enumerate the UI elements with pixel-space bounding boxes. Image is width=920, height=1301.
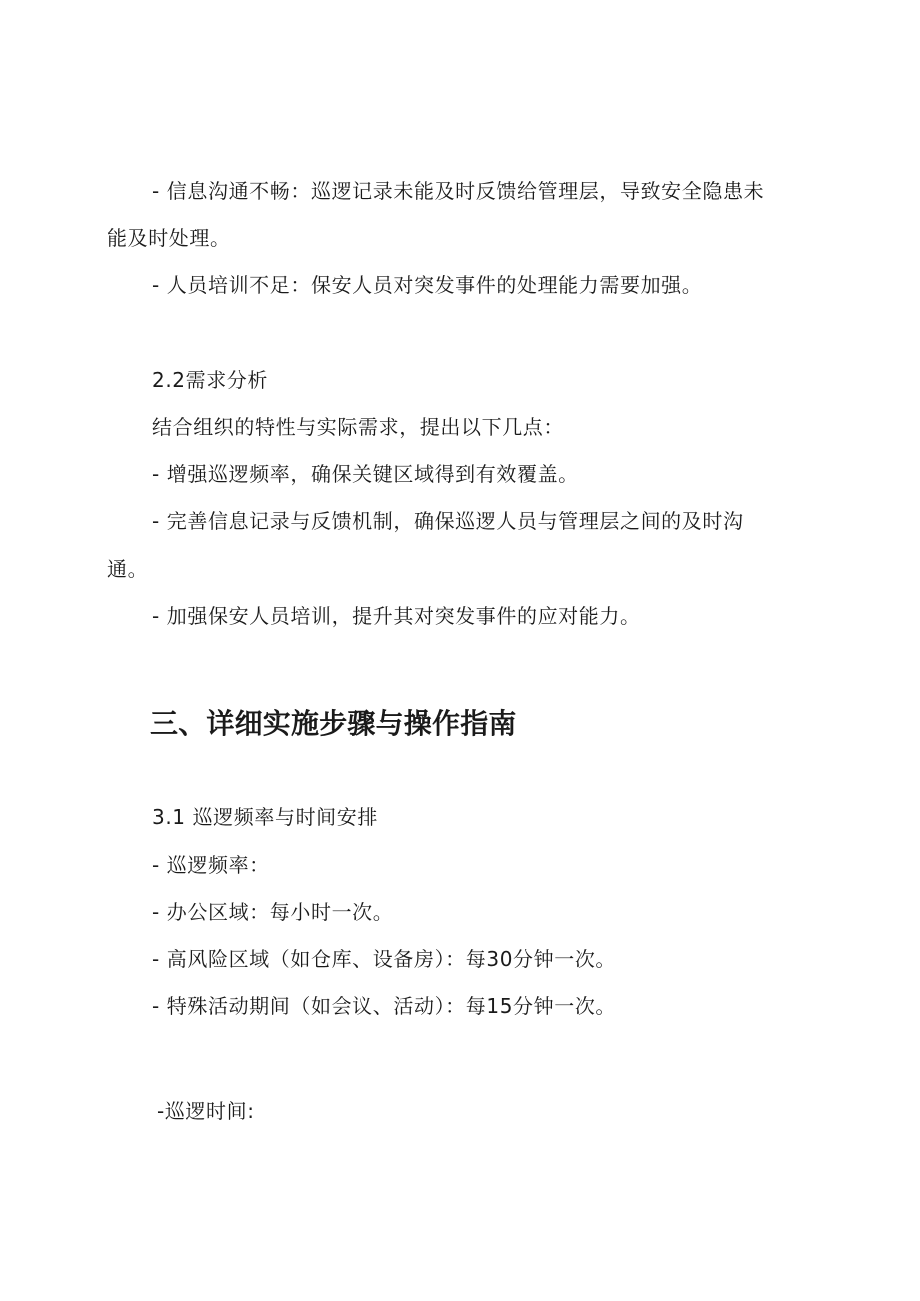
patrol-time-label: -巡逻时间:: [157, 1099, 255, 1123]
bullet-feedback-mechanism-line2: 通。: [107, 557, 149, 581]
paragraph-intro: 结合组织的特性与实际需求，提出以下几点：: [152, 415, 564, 439]
bullet-frequency-increase: - 增强巡逻频率，确保关键区域得到有效覆盖。: [152, 462, 579, 486]
subsection-title-2-2: 2.2需求分析: [152, 368, 269, 392]
bullet-training-improvement: - 加强保安人员培训，提升其对突发事件的应对能力。: [152, 604, 641, 628]
section-heading-3: 三、详细实施步骤与操作指南: [150, 707, 517, 740]
subsection-title-3-1: 3.1 巡逻频率与时间安排: [152, 805, 378, 829]
frequency-item-office: - 办公区域：每小时一次。: [152, 900, 394, 924]
frequency-label: - 巡逻频率：: [152, 853, 270, 877]
bullet-communication-line2: 能及时处理。: [107, 226, 231, 250]
bullet-communication-line1: - 信息沟通不畅：巡逻记录未能及时反馈给管理层，导致安全隐患未: [152, 179, 765, 203]
bullet-feedback-mechanism-line1: - 完善信息记录与反馈机制，确保巡逻人员与管理层之间的及时沟: [152, 509, 744, 533]
frequency-item-special-events: - 特殊活动期间（如会议、活动）：每15分钟一次。: [152, 994, 617, 1018]
frequency-item-high-risk: - 高风险区域（如仓库、设备房）：每30分钟一次。: [152, 947, 617, 971]
bullet-training: - 人员培训不足：保安人员对突发事件的处理能力需要加强。: [152, 273, 703, 297]
